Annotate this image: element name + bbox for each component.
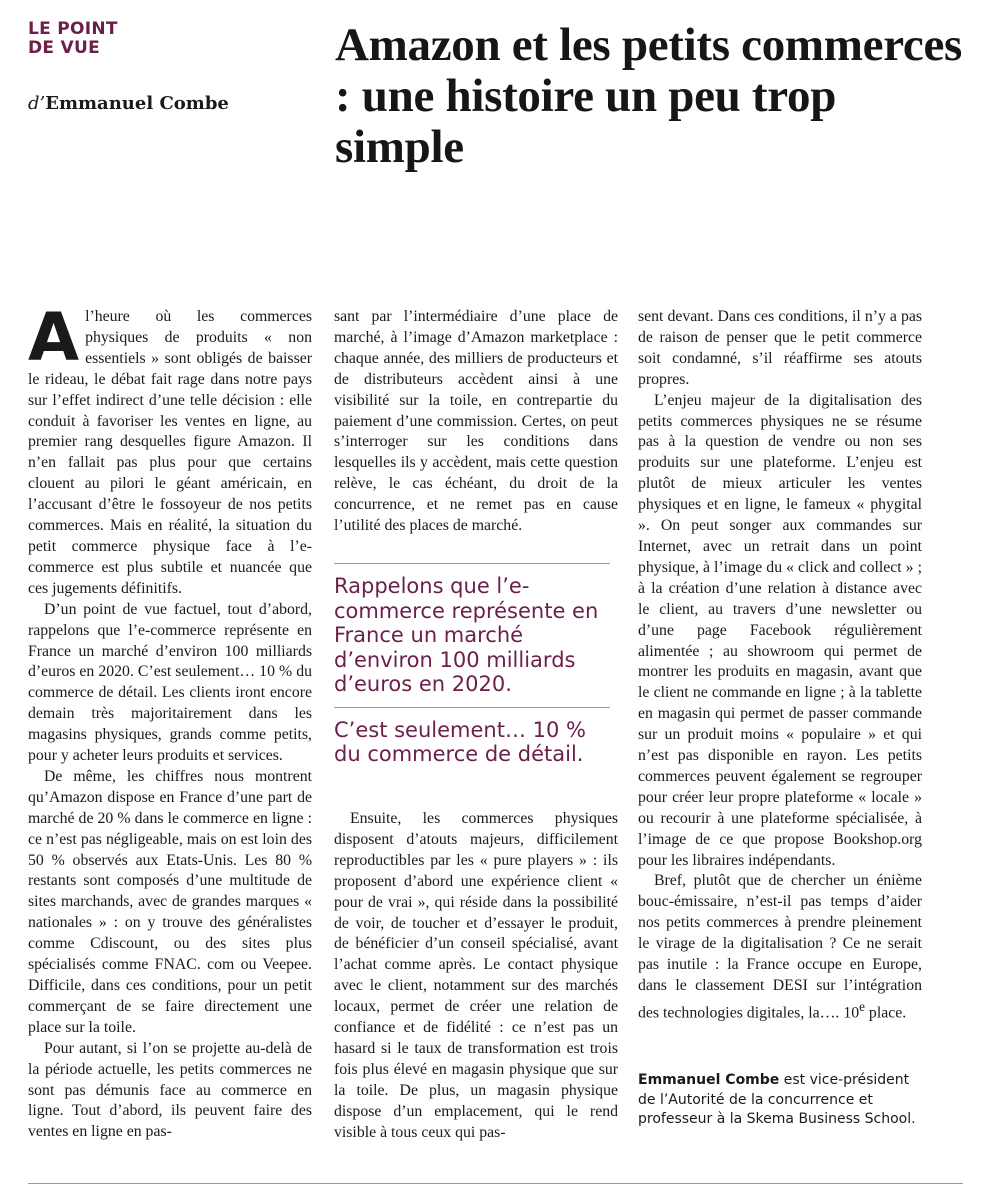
- paragraph-7: sent devant. Dans ces conditions, il n’y a pas de raison de penser que le petit commerce soit condamné, s’il réaffirme ses atouts propres.: [638, 308, 922, 388]
- pull-quote-text-1: Rappelons que l’e-commerce représente en France un marché d’environ 100 milliards d’euros en 2020.: [334, 574, 599, 696]
- section-label-line1: LE POINT: [28, 19, 118, 39]
- byline-prefix: d’: [28, 93, 46, 114]
- paragraph-1: [28, 299, 312, 600]
- byline: [28, 93, 229, 114]
- drop-cap: A: [28, 299, 80, 376]
- article-column-2: [334, 307, 618, 537]
- paragraph-6: Ensuite, les commerces physiques disposent d’atouts majeurs, difficilement reproductibles par les « pure players » : ils proposent d’abord une expérience client « pour de vrai », qui réside dans la possibilité de voir, de toucher et d’essayer le produit, de bénéficier d’un conseil spécialisé, avant l’achat comme après. Le contact physique avec le client, notamment sur des marchés locaux, permet de créer une relation de confiance et de fidélité : ce n’est pas un hasard si le taux de transformation est trois fois plus élevé en magasin physique que sur la toile. De plus, un magasin physique dispose d’un emplacement, qui le rend visible à tous ceux qui pas-: [334, 810, 618, 1141]
- paragraph-9-text: Bref, plutôt que de chercher un énième bouc-émissaire, n’est-il pas temps d’aider nos petits commerces à prendre pleinement le virage de la digitalisation ? Ce ne serait pas inutile : la France occupe en Europe, dans le classement DESI sur l’intégration des technologies digitales, la…. 10: [638, 872, 922, 1022]
- paragraph-9-end: place.: [864, 1004, 907, 1022]
- paragraph-2: D’un point de vue factuel, tout d’abord, rappelons que l’e-commerce représente en France un marché d’environ 100 milliards d’euros en 2020. C’est seulement… 10 % du commerce de détail. Les clients iront encore demain très majoritairement dans les magasins physiques, grands comme petits, pour y acheter leurs produits et services.: [28, 600, 312, 765]
- author-bio-text: est vice-président de l’Autorité de la concurrence et professeur à la Skema Business School.: [638, 1072, 916, 1127]
- paragraph-5: sant par l’intermédiaire d’une place de marché, à l’image d’Amazon marketplace : chaque année, des milliers de producteurs et de distributeurs accèdent ainsi à une visibilité sur la toile, en contrepartie du paiement d’une commission. Certes, on peut s’interroger sur les conditions dans lesquelles ils y accèdent, mais cette question relève, le cas échéant, du droit de la concurrence, et ne remet pas en cause l’utilité des places de marché.: [334, 308, 618, 535]
- article-column-1: [28, 299, 312, 1143]
- article-column-3: [638, 307, 922, 1024]
- article-title: Amazon et les petits commerces : une histoire un peu trop simple: [335, 19, 963, 173]
- byline-author: Emmanuel Combe: [45, 93, 229, 114]
- section-label-line2: DE VUE: [28, 38, 101, 58]
- paragraph-1-text: l’heure où les commerces physiques de produits « non essentiels » sont obligés de baisser le rideau, le débat fait rage dans notre pays sur l’effet indirect d’une telle décision : elle conduit à favoriser les ventes en ligne, au premier rang desquelles figure Amazon. Il n’en fallait pas plus pour que certains clouent au pilori le géant américain, en l’accusant d’être le fossoyeur de nos petits commerces. Mais en réalité, la situation du petit commerce physique face à l’e-commerce est plus subtile et nuancée que ces jugements définitifs.: [28, 308, 312, 597]
- paragraph-4: Pour autant, si l’on se projette au-delà de la période actuelle, les petits commerces ne sont pas démunis face au commerce en ligne. Tout d’abord, ils peuvent faire des ventes en ligne en pas-: [28, 1039, 312, 1141]
- superscript-e: e: [859, 998, 865, 1014]
- section-label: [28, 20, 118, 58]
- author-bio-name: Emmanuel Combe: [638, 1072, 780, 1088]
- article-column-2-continued: [334, 809, 618, 1144]
- paragraph-8: L’enjeu majeur de la digitalisation des petits commerces physiques ne se résume pas à la question de vendre ou non ses produits sur une plateforme. L’enjeu est plutôt de mieux articuler les ventes physiques et en ligne, le fameux « phygital ». On peut songer aux commandes sur Internet, avec un retrait dans un point physique, à l’image du « click and collect » ; à la création d’une relation à distance avec le client, au travers d’une newsletter ou d’une page Facebook régulièrement alimentée ; au showroom qui permet de montrer les produits en magasin, avant que le client ne commande en ligne ; à la tablette en magasin qui permet de passer commande sur un produit moins « populaire » et qui n’est pas disponible en rayon. Les petits commerces peuvent également se regrouper pour créer leur propre plateforme « locale » ou recourir à une plateforme spécialisée, à l’image de ce que propose Bookshop.org pour les libraires indépendants.: [638, 391, 922, 869]
- bottom-divider: [28, 1183, 963, 1184]
- paragraph-3: De même, les chiffres nous montrent qu’Amazon dispose en France d’une part de marché de 20 % dans le commerce en ligne : ce n’est pas négligeable, mais on est loin des 50 % observés aux Etats-Unis. Les 80 % restants sont composés d’une multitude de sites marchands, avec de grandes marques « nationales » : on y trouve des généralistes comme Cdiscount, ou des sites plus spécialisés comme FNAC. com ou Veepee. Difficile, dans ces conditions, pour un petit commerçant de se faire directement une place sur la toile.: [28, 767, 312, 1036]
- author-bio: [638, 1071, 922, 1130]
- pull-quote: [334, 563, 610, 777]
- paragraph-9: [638, 871, 922, 1024]
- pull-quote-text-2: C’est seulement… 10 % du commerce de détail.: [334, 717, 586, 766]
